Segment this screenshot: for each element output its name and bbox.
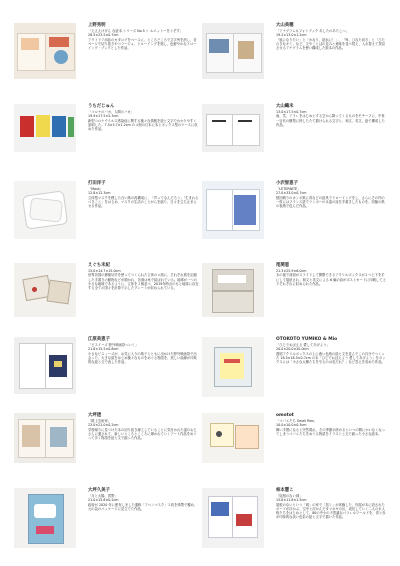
- artist-name: 大山美穂: [276, 23, 294, 28]
- artwork-size: 15.0×14.7×15.0cm: [88, 268, 121, 273]
- artwork-image: [202, 104, 264, 152]
- artwork-title: 「コバエたち Small flies」: [276, 418, 318, 423]
- artwork-description: 舞い手擦になると突然現れ、その季節が終わるといつの間にかいなくなってしまうコバエたちをめぐる物語をイラストと文で綴った小さな絵本。: [276, 427, 385, 436]
- artwork-image: [14, 337, 76, 394]
- artwork-image: [14, 488, 76, 548]
- artwork-description: 学校帰りに見つけた本の切り抜き線工していることに気付かれた謎のおじさんに通されて、新しいところとこころに導かれていくアート作品をめぐって歩く物語を絵と文で綴った作品。: [88, 427, 197, 440]
- artwork-description: 雨、雪、アラレをはじめとする空から降ってくるものをモチーフに、中世一百代の樹型に押したたて描けられる文字と、和文、英文、絵で構成した作品。: [276, 114, 385, 127]
- artist-name: うちだじゅん: [88, 104, 115, 109]
- artist-name: 大坪透: [88, 413, 102, 418]
- artwork-title: 「月と太陽、貨幣」: [88, 493, 118, 498]
- artwork-title: 「コロナのバカ、人間のバカ」: [88, 109, 135, 114]
- artwork-title: 「えええけげん な絵本 シリーズ No.5 シ ルエットーをぐぞす」: [88, 28, 184, 33]
- artwork-image: [202, 263, 264, 317]
- artwork-description: 世界各国の郵便切手を使ってつくられた立体の６面に、それぞれ旅を記録した手書きの動物などが描かれ、各面は糸で結ばれている。地球が一つの小さな地域であるように、立体を２個並べ、2019年時点のもと地球に存在する全ての国々を計算で示したプレートが収められている。: [88, 273, 199, 290]
- artwork-size: 21.8×15.5×0.8cm: [88, 346, 119, 351]
- artist-name: OTOKOTO YUMIKO & Mio: [276, 337, 338, 342]
- artwork-description: 透明アクリルボックスの上に液い色紙の絵と文を並んでこの自分でつくった 18.5×18.5×0.7cm の本「ひじでおぼえよう 愛してあげよう」をボックスには「小さな大横たちを守るのは変だれ？」など答えを収めた作品。: [276, 351, 386, 364]
- artwork-size: 13.0×17.5×0.7cm: [276, 109, 307, 114]
- artwork-image: [202, 23, 264, 79]
- artwork-title: 「ビスイーズ 野外映画祭へいく」: [88, 342, 139, 347]
- artwork-description: 立体型マスクを模した白い紙の再構成に、「声ってなんだろう」「生まれるべきこと」をはじめ、マスクの生活のことがらを綴り、日々を立ち止まらせる作品。: [88, 195, 199, 208]
- artwork-title: 「LETERNITÉ」: [276, 186, 301, 191]
- artwork-size: 21.0×15.8×0.2cm: [88, 497, 119, 502]
- artwork-image: [14, 23, 76, 79]
- artwork-image: [14, 104, 76, 152]
- artwork-image: [202, 181, 264, 239]
- artwork-size: 21.3×25.9×6.0cm: [276, 268, 307, 273]
- artist-name: 小沢智恵子: [276, 181, 298, 186]
- artwork-size: 20.0×20.0×20.0cm: [276, 346, 309, 351]
- artwork-title: 「ひじでおばえる 愛してあげよう」: [276, 342, 330, 347]
- artwork-image: [14, 263, 76, 317]
- artwork-size: 19.9×17.5×2.3cm: [88, 113, 119, 118]
- artist-name: omotot: [276, 413, 294, 418]
- artwork-title: 「屋根のない城」: [276, 493, 303, 498]
- artwork-description: 「風になりたい」と「かなり、絵浜に！」、「卑、ひなた向き」と「ひたむきなキミ」など、文やことばの並みと意味を並べ替え、入れ替えて発見させるアナグラムを使い構成した旅本の作品。: [276, 37, 385, 50]
- artwork-size: 15.8×11.8×1.5cm: [276, 497, 307, 502]
- artwork-description: 新型コロナウイルス感染症に関する様々な情報を絵と文字でわかりやすく説明した。7.5×5.7×1.2cm の４冊の日本に本とボックス型のケースに収めた作品。: [88, 118, 198, 131]
- artwork-title: 「路上芸術家」: [88, 418, 112, 423]
- artist-name: 大坪久美子: [88, 488, 110, 493]
- artwork-description: 小さなビスィーズが、お気に入りの椅子とともに出かけた野外映画祭で出会った、大きな猿をはじめ様々なものをめぐる物語を、美しい曲線が印象的な絵と文で表した作品。: [88, 351, 197, 364]
- artwork-image: [202, 413, 264, 463]
- artwork-description: 木の板で前面がスライドして開閉できるアクリルボックスが２つ上下を手にして接続され、和文と英文による 6 編の詩がポストカードに印刷して上下それぞれに収められた作品。: [276, 273, 386, 286]
- artist-name: 尾関恵: [276, 263, 290, 268]
- artwork-description: 屋根のないという「城」の家で「居く」が体験した、肉屋が本に設されたボードが浮かぶ、空中と浮かんだタマネギの区、成長していく二人の永人格たちをはじめとして、80の中小の不思議なパラレルワールドを、青と赤が印象的な淡い色彩の絵と文字で描いた作品。: [276, 502, 386, 519]
- artist-name: えぐち未紀: [88, 263, 110, 268]
- artist-name: 大山織未: [276, 104, 294, 109]
- artwork-image: [202, 337, 264, 397]
- artwork-size: 12.8×12.3cm: [88, 190, 111, 195]
- artwork-description: 数回刷りのカンボ紙に青などの絵具でドローイングをし、さらにその内の一枚にはフランス語でランボーの永遠の詩を手書きしたものを、同様の紙の表紙で包んだ作品。: [276, 195, 385, 208]
- artwork-size: 23.0×21.0×0.2cm: [88, 422, 119, 427]
- artist-name: 江原美恵子: [88, 337, 110, 342]
- artwork-size: 10.0×10.0×0.3cm: [276, 422, 307, 427]
- artwork-size: 28.5×23.5×0.7cm: [88, 32, 119, 37]
- artist-name: 打田洋子: [88, 181, 106, 186]
- artwork-image: [14, 181, 76, 239]
- artist-name: 上野秀明: [88, 23, 106, 28]
- artwork-image: [14, 413, 76, 463]
- artwork-size: 27.0×33.0×0.7cm: [276, 190, 307, 195]
- artwork-title: 「アナグラム＆フォトブック あしたのあたしへ」: [276, 28, 349, 33]
- artist-name: 柿本慧こ: [276, 488, 294, 493]
- artwork-title: 「Mask」: [88, 186, 104, 191]
- artwork-image: [202, 488, 264, 548]
- artwork-size: 19.2×13.0×1.2cm: [276, 32, 307, 37]
- artwork-description: アウトドア用品のカタログをベースに、ところどころで文字列を消し、各ページで切り抜きやコラージュ、ドローイングを施し、色鮮やかなドローイング・ブックとした作品。: [88, 37, 197, 50]
- artwork-description: 政府が 2020 年に配布しました通称「アベノマスク」２枚を紙幣で覆め、元の袋のパッケージに見立てた作品。: [88, 502, 198, 511]
